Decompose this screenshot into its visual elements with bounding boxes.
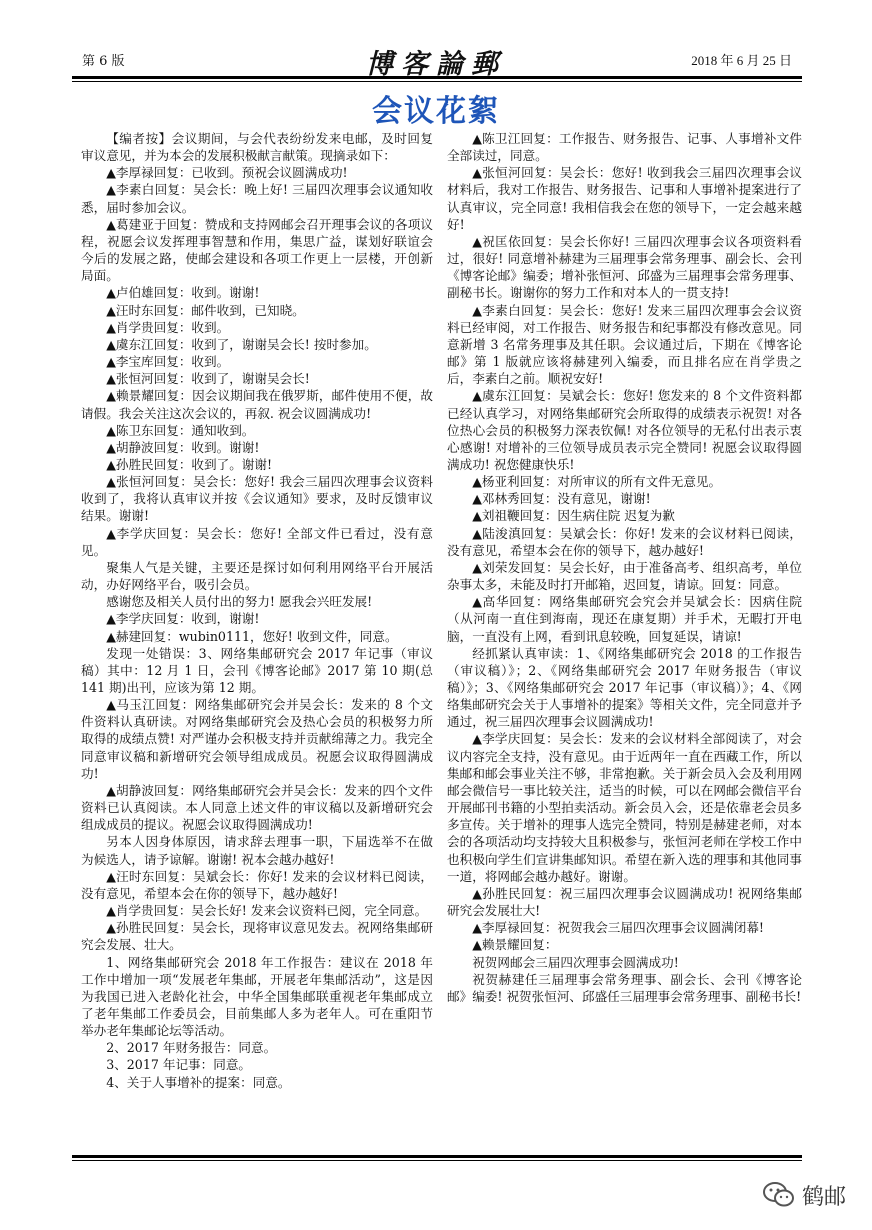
paragraph: ▲马玉江回复：网络集邮研究会并吴会长：发来的 8 个文件资料认真研读。对网络集邮研究会及热心会员的积极努力所取得的成绩点赞! 对严谨办会积极支持并贡献绵薄之力。我完全同意审议稿和新增研究会领导组成成员。祝愿会议取得圆满成功! (81, 697, 433, 781)
paragraph: ▲张恒河回复：吴会长：您好! 收到我会三届四次理事会议材料后，我对工作报告、财务报告、记事和人事增补提案进行了认真审议，完全同意! 我相信我会在您的领导下，一定会越来越好! (447, 165, 802, 232)
paragraph: ▲孙胜民回复：吴会长，现将审议意见发去。祝网络集邮研究会发展、壮大。 (81, 920, 433, 953)
paragraph: ▲陈卫江回复：工作报告、财务报告、记事、人事增补文件全部读过，同意。 (447, 131, 802, 164)
paragraph: 祝贺赫建任三届理事会常务理事、副会长、会刊《博客论邮》编委! 祝贺张恒河、邱盛任三届理事会常务理事、副秘书长! (447, 971, 802, 1004)
left-column (81, 130, 433, 1091)
paragraph: 4、关于人事增补的提案：同意。 (106, 1074, 291, 1090)
paragraph: ▲李素白回复：吴会长：晚上好! 三届四次理事会议通知收悉，届时参加会议。 (81, 182, 433, 215)
paragraph: 发现一处错误：3、网络集邮研究会 2017 年记事（审议稿）其中：12 月 1 日，会刊《博客论邮》2017 第 10 期(总 141 期)出刊，应该为第 12 期。 (81, 645, 433, 695)
edition-label: 第 6 版 (82, 54, 125, 69)
right-column (447, 130, 802, 1005)
paragraph: ▲孙胜民回复：收到了。谢谢! (106, 456, 273, 472)
paragraph: 另本人因身体原因，请求辞去理事一职，下届选举不在做为候选人，请予谅解。谢谢! 祝本会越办越好! (81, 834, 433, 867)
page-title: 会议花絮 (372, 94, 500, 129)
paragraph: ▲葛建亚于回复：赞成和支持网邮会召开理事会议的各项议程，祝愿会议发挥理事智慧和作用，集思广益，谋划好联谊会今后的发展之路，使邮会建设和各项工作更上一层楼，开创新局面。 (81, 216, 433, 284)
paragraph: 【编者按】会议期间，与会代表纷纷发来电邮，及时回复审议意见，并为本会的发展积极献言献策。现摘录如下： (81, 131, 433, 164)
paragraph: ▲李宝库回复：收到。 (106, 354, 230, 370)
paragraph: ▲赫建回复：wubin0111，您好! 收到文件，同意。 (106, 628, 398, 644)
paragraph: ▲胡静波回复：网络集邮研究会并吴会长：发来的四个文件资料已认真阅读。本人同意上述文件的审议稿以及新增研究会组成成员的提议。祝愿会议取得圆满成功! (81, 782, 433, 833)
paragraph: ▲邓林秀回复：没有意见，谢谢! (472, 491, 651, 507)
paragraph: ▲李学庆回复：收到，谢谢! (106, 611, 260, 627)
watermark (762, 1178, 846, 1212)
bottom-rule-thin (72, 1160, 802, 1161)
paragraph: 感谢您及相关人员付出的努力! 愿我会兴旺发展! (106, 594, 373, 610)
paragraph: ▲赖景耀回复： (472, 937, 558, 953)
wechat-icon (762, 1178, 796, 1212)
paragraph: ▲祝匡依回复：吴会长你好! 三届四次理事会议各项资料看过，很好! 同意增补赫建为三届理事会常务理事、副会长、会刊《博客论邮》编委；增补张恒河、邱盛为三届理事会常务理事、副秘书长。谢谢你的努力工作和对本人的一贯支持! (447, 233, 802, 301)
paragraph: ▲陆浚滇回复：吴斌会长：你好! 发来的会议材料已阅读，没有意见，希望本会在你的领导下，越办越好! (447, 525, 802, 558)
top-rule-thick (72, 76, 802, 79)
paragraph: 聚集人气是关键，主要还是探讨如何利用网络平台开展活动，办好网络平台，吸引会员。 (81, 559, 433, 593)
watermark-text: 鹤邮 (801, 1184, 846, 1210)
paragraph: ▲刘祖鞭回复：因生病住院 迟复为歉 (472, 508, 675, 524)
top-rule-thin (72, 81, 802, 82)
paragraph: 经抓紧认真审读：1、《网络集邮研究会 2018 的工作报告（审议稿）》；2、《网络集邮研究会 2017 年财务报告（审议稿）》；3、《网络集邮研究会 2017 年记事（审议稿）》；4、《网络集邮研究会关于人事增补的提案》等相关文件，完全同意并予通过，祝三届四次理事会议圆满成功! (447, 645, 802, 730)
paragraph: ▲刘荣发回复：吴会长好，由于准备高考、组织高考，单位杂事太多，未能及时打开邮箱，迟回复，请谅。回复：同意。 (447, 559, 802, 593)
paragraph: ▲李学庆回复：吴会长：您好! 全部文件已看过，没有意见。 (81, 525, 433, 558)
paragraph: ▲李厚禄回复：已收到。预祝会议圆满成功! (106, 165, 348, 181)
paragraph: ▲陈卫东回复：通知收到。 (106, 422, 255, 438)
paragraph: ▲肖学贵回复：吴会长好! 发来会议资料已阅，完全同意。 (106, 903, 428, 919)
paragraph: ▲卢伯雄回复：收到。谢谢! (106, 285, 260, 301)
paragraph: ▲高华回复：网络集邮研究会究会并吴斌会长：因病住院（从河南一直住到海南，现还在康复期）并手术，无暇打开电脑，一直没有上网，看到讯息较晚，回复延误，请谅! (447, 594, 802, 644)
paragraph: ▲张恒河回复：吴会长：您好! 我会三届四次理事会议资料收到了，我将认真审议并按《会议通知》要求，及时反馈审议结果。谢谢! (81, 474, 433, 524)
paragraph: ▲汪时东回复：邮件收到，已知晓。 (106, 302, 305, 318)
paragraph: ▲赖景耀回复：因会议期间我在俄罗斯，邮件使用不便，故请假。我会关注这次会议的，再叙. 祝会议圆满成功! (81, 388, 433, 421)
paragraph: ▲肖学贵回复：收到。 (106, 319, 230, 335)
paragraph: 2、2017 年财务报告：同意。 (106, 1040, 277, 1056)
paragraph: ▲胡静波回复：收到。谢谢! (106, 439, 260, 455)
paragraph: ▲李厚禄回复：祝贺我会三届四次理事会议圆满闭幕! (472, 920, 764, 936)
paragraph: ▲虞东江回复：吴斌会长：您好! 您发来的 8 个文件资料都已经认真学习，对网络集邮研究会所取得的成绩表示祝贺! 对各位热心会员的积极努力深表钦佩! 对各位领导的无私付出表示衷心感谢! 对增补的三位领导成员表示完全赞同! 祝愿会议取得圆满成功! 祝您健康快乐! (447, 388, 802, 472)
bottom-rule-thick (72, 1155, 802, 1158)
paragraph: 祝贺网邮会三届四次理事会圆满成功! (472, 954, 679, 970)
paragraph: ▲汪时东回复：吴斌会长：你好! 发来的会议材料已阅读，没有意见，希望本会在你的领导下，越办越好! (81, 868, 433, 901)
paragraph: 3、2017 年记事：同意。 (106, 1057, 252, 1073)
paragraph: ▲张恒河回复：收到了，谢谢吴会长! (106, 371, 310, 387)
issue-date: 2018 年 6 月 25 日 (691, 53, 792, 68)
paragraph: 1、网络集邮研究会 2018 年工作报告：建议在 2018 年工作中增加一项“发展老年集邮，开展老年集邮活动”，这是因为我国已进入老龄化社会，中华全国集邮联重视老年集邮成立了老年集邮工作委员会，目前集邮人多为老年人。可在重阳节举办老年集邮论坛等活动。 (81, 954, 433, 1039)
paragraph: ▲杨亚利回复：对所审议的所有文件无意见。 (472, 474, 722, 490)
paragraph: ▲虞东江回复：收到了，谢谢吴会长! 按时参加。 (106, 336, 377, 352)
paragraph: ▲李素白回复：吴会长：您好! 发来三届四次理事会会议资料已经审阅，对工作报告、财务报告和纪事都没有修改意见。同意新增 3 名常务理事及其任职。会议通过后，下期在《博客论邮》第 1 版就应该将赫建列入编委，而且排名应在肖学贵之后，李素白之前。顺祝安好! (447, 302, 802, 387)
masthead: 博客論郵 (366, 49, 506, 80)
paragraph: ▲孙胜民回复：祝三届四次理事会议圆满成功! 祝网络集邮研究会发展壮大! (447, 885, 802, 919)
paragraph: ▲李学庆回复：吴会长：发来的会议材料全部阅读了，对会议内容完全支持，没有意见。由于近两年一直在西藏工作，所以集邮和邮会事业关注不够，非常抱歉。关于新会员入会及利用网邮会微信号一事比较关注，适当的时候，可以在网邮会微信平台开展邮刊书籍的小型拍卖活动。新会员入会，还是依靠老会员多多宣传。关于增补的理事人选完全赞同，特别是赫建老师，对本会的各项活动均支持较大且积极参与，张恒河老师在学校工作中也积极向学生们宣讲集邮知识。希望在新入选的理事和其他同事一道，将网邮会越办越好。谢谢。 (447, 731, 802, 884)
